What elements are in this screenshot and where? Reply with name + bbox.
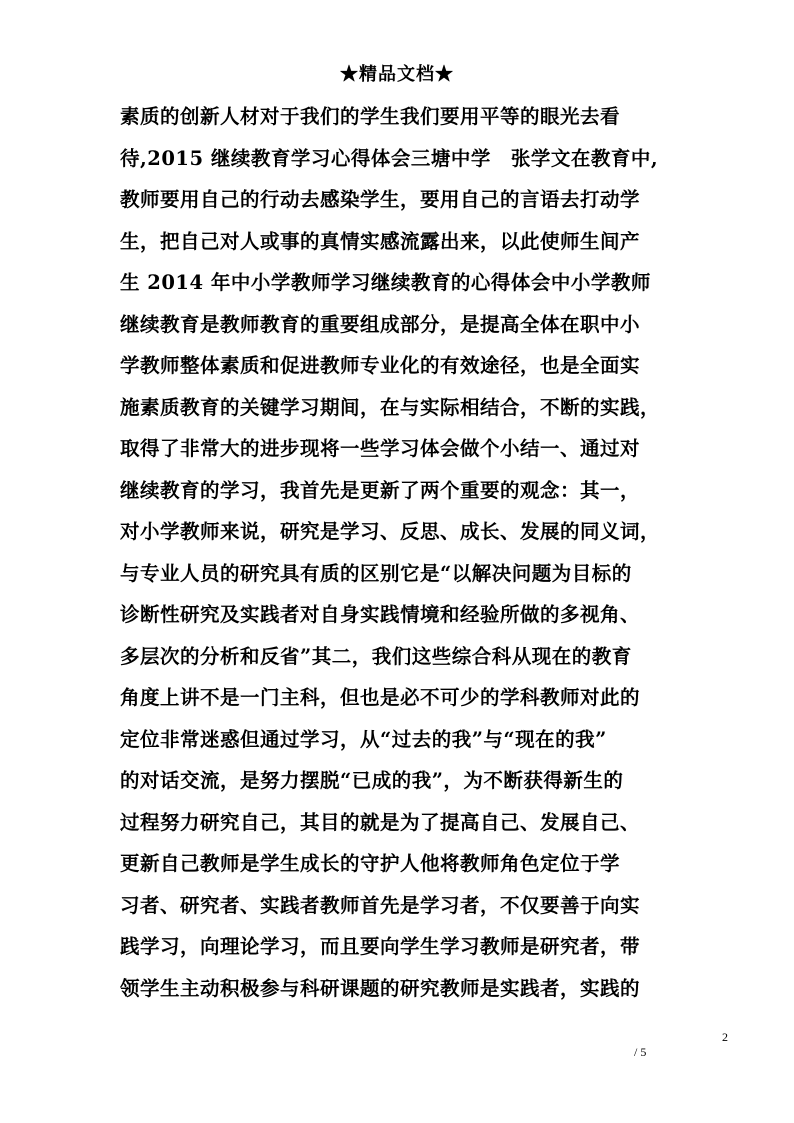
text-line: 过程努力研究自己，其目的就是为了提高自己、发展自己、 bbox=[120, 810, 641, 834]
text-line: 生 2014 年中小学教师学习继续教育的心得体会中小学教师 bbox=[120, 271, 651, 294]
text-line: 继续教育是教师教育的重要组成部分，是提高全体在职中小 bbox=[120, 312, 641, 336]
text-line: 与专业人员的研究具有质的区别它是“以解决问题为目标的 bbox=[120, 561, 632, 585]
text-line: 的对话交流，是努力摆脱“已成的我”，为不断获得新生的 bbox=[120, 769, 624, 792]
text-line: 取得了非常大的进步现将一些学习体会做个小结一、通过对 bbox=[120, 437, 641, 460]
text-line: 教师要用自己的行动去感染学生，要用自己的言语去打动学 bbox=[120, 188, 641, 211]
text-line: 定位非常迷惑但通过学习，从“过去的我”与“现在的我” bbox=[120, 727, 607, 751]
text-line: 诊断性研究及实践者对自身实践情境和经验所做的多视角、 bbox=[120, 603, 641, 626]
text-line: 角度上讲不是一门主科，但也是必不可少的学科教师对此的 bbox=[120, 686, 641, 709]
text-line: 对小学教师来说，研究是学习、反思、成长、发展的同义词， bbox=[120, 520, 661, 543]
document-body bbox=[120, 96, 680, 1009]
text-line: 学教师整体素质和促进教师专业化的有效途径，也是全面实 bbox=[120, 354, 641, 377]
document-header: ★精品文档★ bbox=[340, 64, 454, 85]
page-number: 2 bbox=[722, 1030, 728, 1044]
text-line: 生，把自己对人或事的真情实感流露出来，以此使师生间产 bbox=[120, 229, 641, 253]
text-line: 施素质教育的关键学习期间，在与实际相结合，不断的实践， bbox=[120, 395, 661, 419]
text-line: 待,2015 继续教育学习心得体会三塘中学 张学文在教育中, bbox=[120, 146, 659, 170]
text-line: 素质的创新人材对于我们的学生我们要用平等的眼光去看 bbox=[120, 105, 621, 128]
text-line: 多层次的分析和反省”其二，我们这些综合科从现在的教育 bbox=[120, 644, 632, 668]
text-line: 继续教育的学习，我首先是更新了两个重要的观念：其一， bbox=[120, 478, 641, 502]
text-line: 习者、研究者、实践者教师首先是学习者，不仅要善于向实 bbox=[120, 893, 641, 917]
text-line: 更新自己教师是学生成长的守护人他将教师角色定位于学 bbox=[120, 852, 621, 875]
text-line: 领学生主动积极参与科研课题的研究教师是实践者，实践的 bbox=[120, 976, 641, 1000]
page-total: / 5 bbox=[634, 1045, 647, 1059]
text-line: 践学习，向理论学习，而且要向学生学习教师是研究者，带 bbox=[120, 935, 641, 958]
